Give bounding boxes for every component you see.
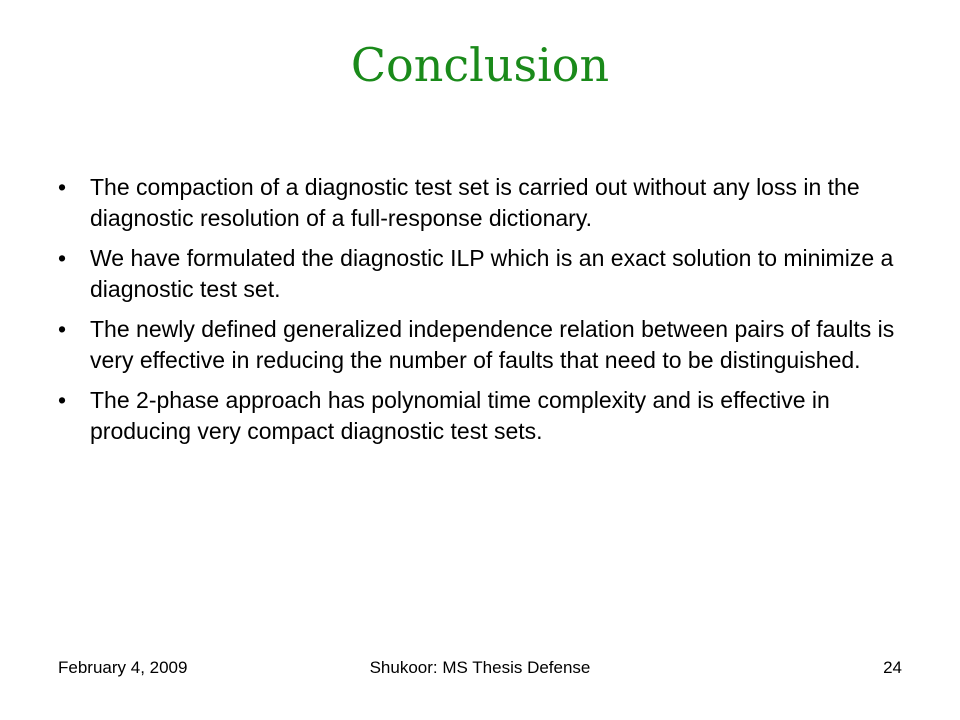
bullet-item (58, 314, 908, 376)
bullet-item (58, 172, 908, 234)
bullet-text: The 2-phase approach has polynomial time complexity and is effective in producing very compact diagnostic test sets. (90, 387, 830, 444)
footer-page-number: 24 (883, 658, 902, 677)
slide-title: Conclusion (350, 38, 610, 92)
bullet-marker: • (58, 245, 67, 271)
footer-presentation-title: Shukoor: MS Thesis Defense (369, 658, 591, 677)
bullet-text: The newly defined generalized independence relation between pairs of faults is very effective in reducing the number of faults that need to be distinguished. (90, 316, 895, 373)
bullet-list (58, 172, 908, 456)
bullet-text: We have formulated the diagnostic ILP which is an exact solution to minimize a diagnostic test set. (90, 245, 894, 302)
footer-date: February 4, 2009 (58, 658, 188, 677)
bullet-item (58, 243, 908, 305)
bullet-marker: • (58, 387, 67, 413)
bullet-item (58, 385, 908, 447)
bullet-text: The compaction of a diagnostic test set is carried out without any loss in the diagnostic resolution of a full-response dictionary. (90, 174, 860, 231)
bullet-marker: • (58, 316, 67, 342)
bullet-marker: • (58, 174, 67, 200)
